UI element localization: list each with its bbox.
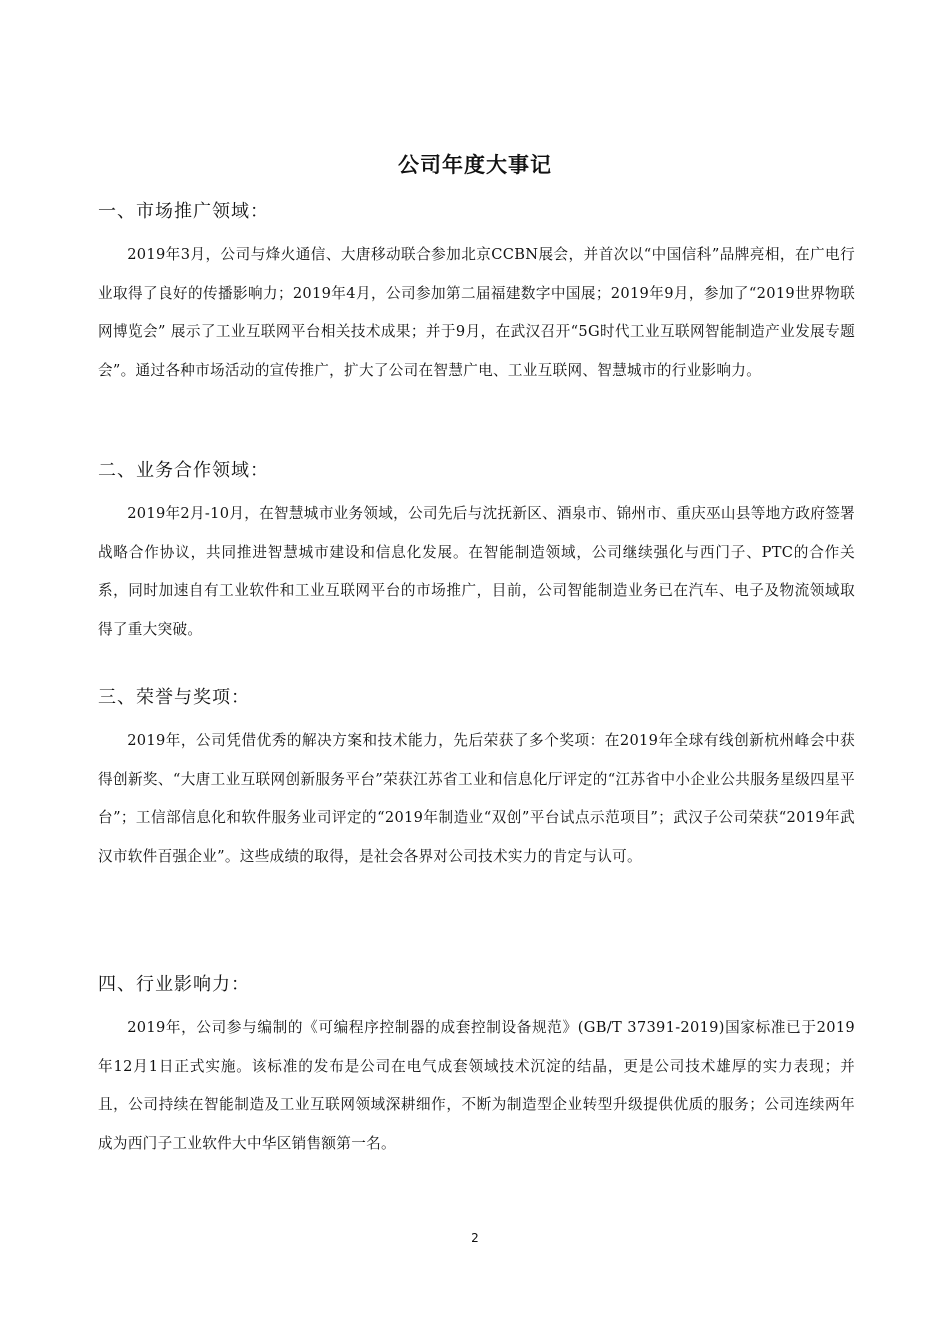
section-heading: 三、荣誉与奖项： <box>98 687 250 708</box>
section-paragraph: 2019年2月-10月，在智慧城市业务领域，公司先后与沈抚新区、酒泉市、锦州市、重庆巫山县等地方政府签署战略合作协议，共同推进智慧城市建设和信息化发展。在智能制造领域，公司继续强化与西门子、PTC的合作关系，同时加速自有工业软件和工业互联网平台的市场推广，目前，公司智能制造业务已在汽车、电子及物流领域取得了重大突破。 <box>98 505 855 638</box>
section-honors-awards <box>98 683 855 876</box>
section-heading: 四、行业影响力： <box>98 974 250 995</box>
section-market-promotion <box>98 197 855 390</box>
section-paragraph: 2019年，公司参与编制的《可编程序控制器的成套控制设备规范》(GB/T 37391-2019)国家标准已于2019年12月1日正式实施。该标准的发布是公司在电气成套领域技术沉淀的结晶，更是公司技术雄厚的实力表现；并且，公司持续在智能制造及工业互联网领域深耕细作，不断为制造型企业转型升级提供优质的服务；公司连续两年成为西门子工业软件大中华区销售额第一名。 <box>98 1019 855 1152</box>
section-industry-influence <box>98 970 855 1163</box>
section-heading: 一、市场推广领域： <box>98 201 269 222</box>
section-paragraph: 2019年，公司凭借优秀的解决方案和技术能力，先后荣获了多个奖项：在2019年全球有线创新杭州峰会中获得创新奖、“大唐工业互联网创新服务平台”荣获江苏省工业和信息化厅评定的“江苏省中小企业公共服务星级四星平台”；工信部信息化和软件服务业司评定的“2019年制造业“双创”平台试点示范项目”；武汉子公司荣获“2019年武汉市软件百强企业”。这些成绩的取得，是社会各界对公司技术实力的肯定与认可。 <box>98 732 855 865</box>
page-number: 2 <box>471 1231 479 1245</box>
section-paragraph: 2019年3月，公司与烽火通信、大唐移动联合参加北京CCBN展会，并首次以“中国信科”品牌亮相，在广电行业取得了良好的传播影响力；2019年4月，公司参加第二届福建数字中国展；2019年9月，参加了“2019世界物联网博览会” 展示了工业互联网平台相关技术成果；并于9月，在武汉召开“5G时代工业互联网智能制造产业发展专题会”。通过各种市场活动的宣传推广，扩大了公司在智慧广电、工业互联网、智慧城市的行业影响力。 <box>98 246 855 379</box>
section-business-cooperation <box>98 456 855 649</box>
section-heading: 二、业务合作领域： <box>98 460 269 481</box>
page-title: 公司年度大事记 <box>398 153 552 178</box>
